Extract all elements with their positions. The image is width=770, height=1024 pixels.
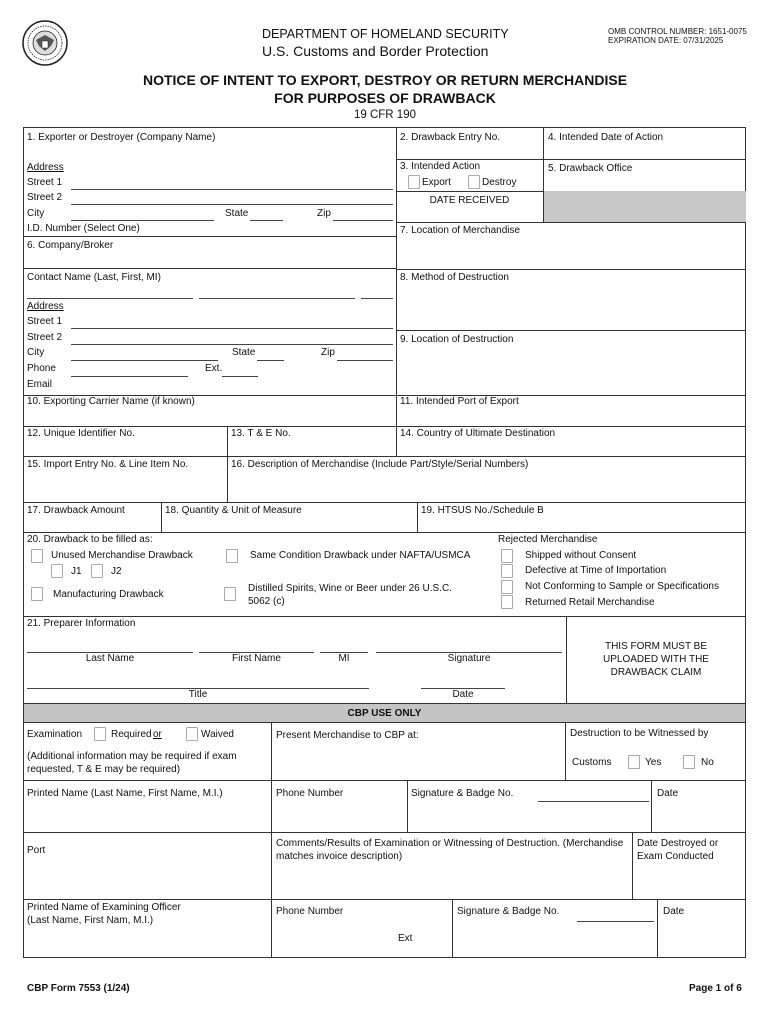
form-rule-line bbox=[452, 899, 453, 958]
destroy-label: Destroy bbox=[482, 177, 517, 188]
exporter-label: 1. Exporter or Destroyer (Company Name) bbox=[27, 132, 216, 143]
sig-badge-label: Signature & Badge No. bbox=[411, 788, 514, 799]
contact-last-input[interactable] bbox=[27, 298, 193, 299]
location-destruction-label: 9. Location of Destruction bbox=[400, 334, 514, 345]
j2-label: J2 bbox=[111, 566, 122, 577]
j1-label: J1 bbox=[71, 566, 82, 577]
upload-notice-3: DRAWBACK CLAIM bbox=[610, 667, 702, 678]
examining-officer-2: (Last Name, First Nam, M.I.) bbox=[27, 915, 154, 926]
form-rule-line bbox=[23, 456, 746, 457]
location-merchandise-label: 7. Location of Merchandise bbox=[400, 225, 521, 236]
zipb-input[interactable] bbox=[337, 360, 393, 361]
not-conforming-checkbox[interactable] bbox=[501, 580, 513, 594]
street2b-input[interactable] bbox=[71, 344, 393, 345]
street1b-input[interactable] bbox=[71, 328, 393, 329]
returned-checkbox[interactable] bbox=[501, 595, 513, 609]
form-rule-line bbox=[396, 127, 397, 426]
form-rule-line bbox=[23, 426, 746, 427]
required-checkbox[interactable] bbox=[94, 727, 106, 741]
shipped-label: Shipped without Consent bbox=[525, 550, 637, 561]
street2-input[interactable] bbox=[71, 204, 393, 205]
j2-checkbox[interactable] bbox=[91, 564, 103, 578]
sig-badge-label-2: Signature & Badge No. bbox=[457, 906, 560, 917]
seal-icon bbox=[22, 20, 68, 66]
zipb-label: Zip bbox=[321, 347, 335, 358]
no-label: No bbox=[701, 757, 714, 768]
phone-input[interactable] bbox=[71, 376, 188, 377]
same-condition-label: Same Condition Drawback under NAFTA/USMCA bbox=[250, 550, 471, 561]
contact-mi-input[interactable] bbox=[361, 298, 393, 299]
stateb-label: State bbox=[232, 347, 256, 358]
ext-label: Ext. bbox=[205, 363, 223, 374]
agency-name: U.S. Customs and Border Protection bbox=[262, 43, 489, 59]
export-checkbox[interactable] bbox=[408, 175, 420, 189]
port-export-label: 11. Intended Port of Export bbox=[400, 396, 519, 407]
description-label: 16. Description of Merchandise (Include Part/Style/Serial Numbers) bbox=[231, 459, 529, 470]
returned-label: Returned Retail Merchandise bbox=[525, 597, 655, 608]
distilled-label-1: Distilled Spirits, Wine or Beer under 26 U.S.C. bbox=[248, 583, 452, 594]
zip-label: Zip bbox=[317, 208, 331, 219]
preparer-heading: 21. Preparer Information bbox=[27, 618, 136, 629]
drawback-amount-label: 17. Drawback Amount bbox=[27, 505, 125, 516]
drawback-type-heading: 20. Drawback to be filled as: bbox=[27, 534, 153, 545]
no-checkbox[interactable] bbox=[683, 755, 695, 769]
form-rule-line bbox=[23, 236, 396, 237]
omb-control-number: OMB CONTROL NUMBER: 1651-0075 bbox=[608, 27, 747, 36]
defective-checkbox[interactable] bbox=[501, 564, 513, 578]
ext-label-cbp: Ext bbox=[398, 933, 413, 944]
street2-label: Street 2 bbox=[27, 192, 63, 203]
company-broker-label: 6. Company/Broker bbox=[27, 240, 114, 251]
form-title-line1: NOTICE OF INTENT TO EXPORT, DESTROY OR RETURN MERCHANDISE bbox=[142, 72, 628, 88]
form-rule-line bbox=[407, 780, 408, 832]
form-rule-line bbox=[271, 899, 272, 958]
defective-label: Defective at Time of Importation bbox=[525, 565, 667, 576]
form-rule-line bbox=[23, 832, 746, 833]
form-rule-line bbox=[417, 502, 418, 532]
form-rule-line bbox=[565, 722, 566, 780]
address2-label: Address bbox=[27, 301, 64, 312]
form-id: CBP Form 7553 (1/24) bbox=[27, 983, 130, 994]
page-number: Page 1 of 6 bbox=[689, 983, 742, 994]
form-rule-line bbox=[396, 269, 746, 270]
upload-notice-2: UPLOADED WITH THE bbox=[603, 654, 709, 665]
cityb-label: City bbox=[27, 347, 45, 358]
street1b-label: Street 1 bbox=[27, 316, 63, 327]
method-destruction-label: 8. Method of Destruction bbox=[400, 272, 509, 283]
export-label: Export bbox=[422, 177, 451, 188]
form-title-line2: FOR PURPOSES OF DRAWBACK bbox=[274, 90, 496, 106]
drawback-office-label: 5. Drawback Office bbox=[548, 163, 633, 174]
form-rule-line bbox=[396, 330, 746, 331]
destruction-witnessed-label: Destruction to be Witnessed by bbox=[570, 728, 709, 739]
date-received-shade bbox=[543, 191, 746, 222]
examining-officer-1: Printed Name of Examining Officer bbox=[27, 902, 181, 913]
phone-number-label: Phone Number bbox=[276, 788, 344, 799]
carrier-label: 10. Exporting Carrier Name (if known) bbox=[27, 396, 195, 407]
form-rule-line bbox=[23, 722, 746, 723]
phone-label: Phone bbox=[27, 363, 56, 374]
state-label: State bbox=[225, 208, 249, 219]
cityb-input[interactable] bbox=[71, 360, 218, 361]
distilled-checkbox[interactable] bbox=[224, 587, 236, 601]
form-rule-line bbox=[271, 722, 272, 899]
additional-info-1: (Additional information may be required if exam bbox=[27, 751, 237, 762]
expiration-date: EXPIRATION DATE: 07/31/2025 bbox=[608, 36, 724, 45]
date-label-cbp-2: Date bbox=[663, 906, 685, 917]
city-input[interactable] bbox=[71, 220, 214, 221]
waived-label: Waived bbox=[201, 729, 234, 740]
form-rule-line bbox=[657, 899, 658, 958]
form-rule-line bbox=[396, 426, 397, 456]
htsus-label: 19. HTSUS No./Schedule B bbox=[421, 505, 544, 516]
sig-badge-input[interactable] bbox=[538, 801, 649, 802]
dhs-seal bbox=[22, 20, 68, 66]
form-rule-line bbox=[23, 899, 746, 900]
date-label: Date bbox=[452, 689, 474, 700]
printed-name-label: Printed Name (Last Name, First Name, M.I.) bbox=[27, 788, 223, 799]
last-name-label: Last Name bbox=[85, 653, 135, 664]
comments-label-1: Comments/Results of Examination or Witnessing of Destruction. (Merchandise bbox=[276, 838, 624, 849]
street1-label: Street 1 bbox=[27, 177, 63, 188]
form-rule-line bbox=[23, 532, 746, 533]
intended-date-label: 4. Intended Date of Action bbox=[548, 132, 664, 143]
street2b-label: Street 2 bbox=[27, 332, 63, 343]
phone-number-label-2: Phone Number bbox=[276, 906, 344, 917]
zip-input[interactable] bbox=[333, 220, 393, 221]
form-rule-line bbox=[396, 159, 746, 160]
rejected-heading: Rejected Merchandise bbox=[498, 534, 598, 545]
cbp-use-only-heading: CBP USE ONLY bbox=[347, 708, 422, 719]
quantity-label: 18. Quantity & Unit of Measure bbox=[165, 505, 302, 516]
form-rule-line bbox=[23, 502, 746, 503]
form-rule-line bbox=[227, 426, 228, 502]
contact-first-input[interactable] bbox=[199, 298, 355, 299]
unique-id-label: 12. Unique Identifier No. bbox=[27, 428, 135, 439]
mi-label: MI bbox=[338, 653, 350, 664]
stateb-input[interactable] bbox=[257, 360, 284, 361]
date-received-label: DATE RECEIVED bbox=[429, 195, 510, 206]
address-label: Address bbox=[27, 162, 64, 173]
sig-badge-input-2[interactable] bbox=[577, 921, 654, 922]
first-name-label: First Name bbox=[232, 653, 281, 664]
title-label: Title bbox=[188, 689, 208, 700]
required-label: Required bbox=[111, 729, 152, 740]
form-rule-line bbox=[396, 222, 746, 223]
import-entry-label: 15. Import Entry No. & Line Item No. bbox=[27, 459, 189, 470]
yes-label: Yes bbox=[645, 757, 662, 768]
contact-name-label: Contact Name (Last, First, MI) bbox=[27, 272, 161, 283]
port-label: Port bbox=[27, 845, 46, 856]
yes-checkbox[interactable] bbox=[628, 755, 640, 769]
date-destroyed-1: Date Destroyed or bbox=[637, 838, 719, 849]
j1-checkbox[interactable] bbox=[51, 564, 63, 578]
cfr-reference: 19 CFR 190 bbox=[353, 109, 416, 121]
department-name: DEPARTMENT OF HOMELAND SECURITY bbox=[262, 27, 509, 41]
examination-label: Examination bbox=[27, 729, 83, 740]
intended-action-label: 3. Intended Action bbox=[400, 161, 481, 172]
upload-notice-1: THIS FORM MUST BE bbox=[604, 641, 708, 652]
form-rule-line bbox=[23, 268, 396, 269]
street1-input[interactable] bbox=[71, 189, 393, 190]
form-rule-line bbox=[23, 616, 746, 617]
form-rule-line bbox=[632, 832, 633, 899]
or-label: or bbox=[153, 729, 162, 740]
shipped-checkbox[interactable] bbox=[501, 549, 513, 563]
form-rule-line bbox=[161, 502, 162, 532]
email-label: Email bbox=[27, 379, 53, 390]
same-condition-checkbox[interactable] bbox=[226, 549, 238, 563]
not-conforming-label: Not Conforming to Sample or Specifications bbox=[525, 581, 719, 592]
unused-checkbox[interactable] bbox=[31, 549, 43, 563]
destroy-checkbox[interactable] bbox=[468, 175, 480, 189]
date-destroyed-2: Exam Conducted bbox=[637, 851, 714, 862]
manufacturing-label: Manufacturing Drawback bbox=[53, 589, 164, 600]
comments-label-2: matches invoice description) bbox=[276, 851, 403, 862]
signature-label: Signature bbox=[447, 653, 491, 664]
additional-info-2: requested, T & E may be required) bbox=[27, 764, 181, 775]
city-label: City bbox=[27, 208, 45, 219]
unused-label: Unused Merchandise Drawback bbox=[51, 550, 193, 561]
drawback-entry-label: 2. Drawback Entry No. bbox=[400, 132, 501, 143]
te-no-label: 13. T & E No. bbox=[231, 428, 291, 439]
id-number-label: I.D. Number (Select One) bbox=[27, 223, 140, 234]
distilled-label-2: 5062 (c) bbox=[248, 596, 285, 607]
manufacturing-checkbox[interactable] bbox=[31, 587, 43, 601]
form-rule-line bbox=[651, 780, 652, 832]
form-rule-line bbox=[23, 780, 746, 781]
form-rule-line bbox=[543, 127, 544, 222]
date-label-cbp: Date bbox=[657, 788, 679, 799]
form-rule-line bbox=[396, 191, 543, 192]
ext-input[interactable] bbox=[222, 376, 258, 377]
present-merch-label: Present Merchandise to CBP at: bbox=[276, 730, 419, 741]
customs-label: Customs bbox=[572, 757, 612, 768]
waived-checkbox[interactable] bbox=[186, 727, 198, 741]
country-destination-label: 14. Country of Ultimate Destination bbox=[400, 428, 556, 439]
state-input[interactable] bbox=[250, 220, 283, 221]
